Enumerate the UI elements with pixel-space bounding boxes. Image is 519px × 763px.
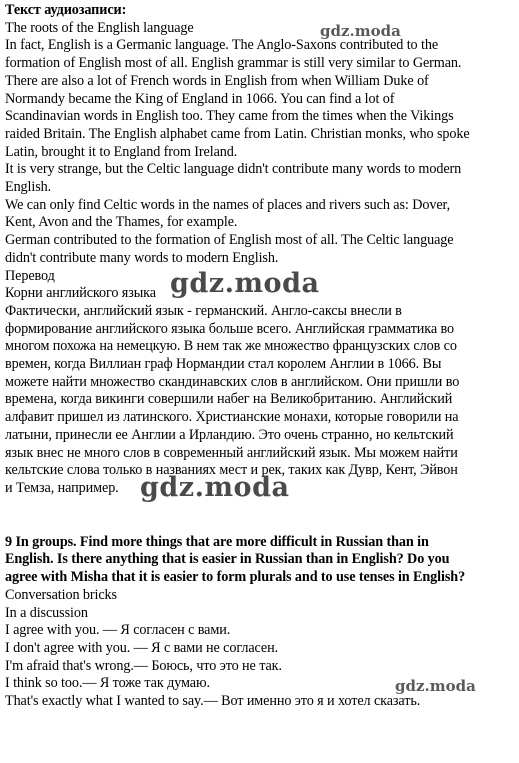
audio-heading: Текст аудиозаписи:: [5, 2, 127, 18]
watermark: gdz.moda: [140, 472, 290, 503]
text-line: можете найти множество скандинавских слов в английском. Они пришли во: [5, 373, 460, 390]
text-line: Conversation bricks: [5, 586, 117, 603]
text-line: In a discussion: [5, 604, 88, 621]
task-line: agree with Misha that it is easier to form plurals and to use tenses in English?: [5, 569, 466, 586]
text-line: времен, когда Виллиан граф Нормандии стал королем Англии в 1066. Вы: [5, 356, 442, 373]
text-line: It is very strange, but the Celtic language didn't contribute many words to modern: [5, 161, 462, 178]
text-line: The roots of the English language: [5, 19, 194, 36]
text-line: многом похожа на немецкую. В нем так же множество французских слов со: [5, 338, 457, 355]
text-line: времена, когда викинги совершили набег на Великобританию. Английский: [5, 391, 453, 408]
text-line: German contributed to the formation of English most of all. The Celtic language: [5, 232, 454, 249]
text-line: кельтские слова только в названиях мест и рек, таких как Дувр, Кент, Эйвон: [5, 462, 458, 479]
text-line: There are also a lot of French words in English from when William Duke of: [5, 72, 429, 89]
text-line: Scandinavian words in English too. They came from the times when the Vikings: [5, 108, 454, 125]
text-line: I agree with you. — Я согласен с вами.: [5, 622, 231, 639]
text-line: I think so too.— Я тоже так думаю.: [5, 675, 210, 692]
text-line: English.: [5, 179, 52, 196]
text-line: We can only find Celtic words in the names of places and rivers such as: Dover,: [5, 196, 451, 213]
text-line: Kent, Avon and the Thames, for example.: [5, 214, 238, 231]
document-body: [5, 0, 515, 711]
task-line: 9 In groups. Find more things that are more difficult in Russian than in: [5, 533, 429, 550]
translation-label: Перевод: [5, 267, 55, 284]
task-line: English. Is there anything that is easier in Russian than in English? Do you: [5, 551, 450, 568]
text-line: Корни английского языка: [5, 285, 156, 302]
translation-text: [5, 285, 515, 497]
watermark: gdz.moda: [320, 22, 401, 40]
text-line: raided Britain. The English alphabet came from Latin. Christian monks, who spoke: [5, 125, 470, 142]
text-line: язык внес не много слов в современный английский язык. Мы можем найти: [5, 444, 458, 461]
text-line: латыни, принесли ее Англии а Ирландию. Это очень странно, но кельтский: [5, 426, 454, 443]
text-line: алфавит пришел из латинского. Христианские монахи, которые говорили на: [5, 409, 459, 426]
text-line: That's exactly what I wanted to say.— Вот именно это я и хотел сказать.: [5, 693, 421, 710]
audio-script-text: [5, 20, 515, 268]
task-prompt: [5, 534, 515, 587]
text-line: In fact, English is a Germanic language. The Anglo-Saxons contributed to the: [5, 37, 439, 54]
text-line: формирование английского языка больше всего. Английская грамматика во: [5, 320, 455, 337]
text-line: didn't contribute many words to modern English.: [5, 249, 279, 266]
text-line: I don't agree with you. — Я с вами не согласен.: [5, 639, 279, 656]
watermark: gdz.moda: [170, 268, 320, 299]
watermark: gdz.moda: [395, 677, 476, 695]
text-line: Фактически, английский язык - германский. Англо-саксы внесли в: [5, 302, 402, 319]
text-line: formation of English most of all. English grammar is still very similar to German.: [5, 55, 462, 72]
text-line: Normandy became the King of England in 1066. You can find a lot of: [5, 90, 395, 107]
text-line: и Темза, например.: [5, 479, 119, 496]
text-line: Latin, brought it to England from Ireland.: [5, 143, 238, 160]
text-line: I'm afraid that's wrong.— Боюсь, что это не так.: [5, 657, 282, 674]
